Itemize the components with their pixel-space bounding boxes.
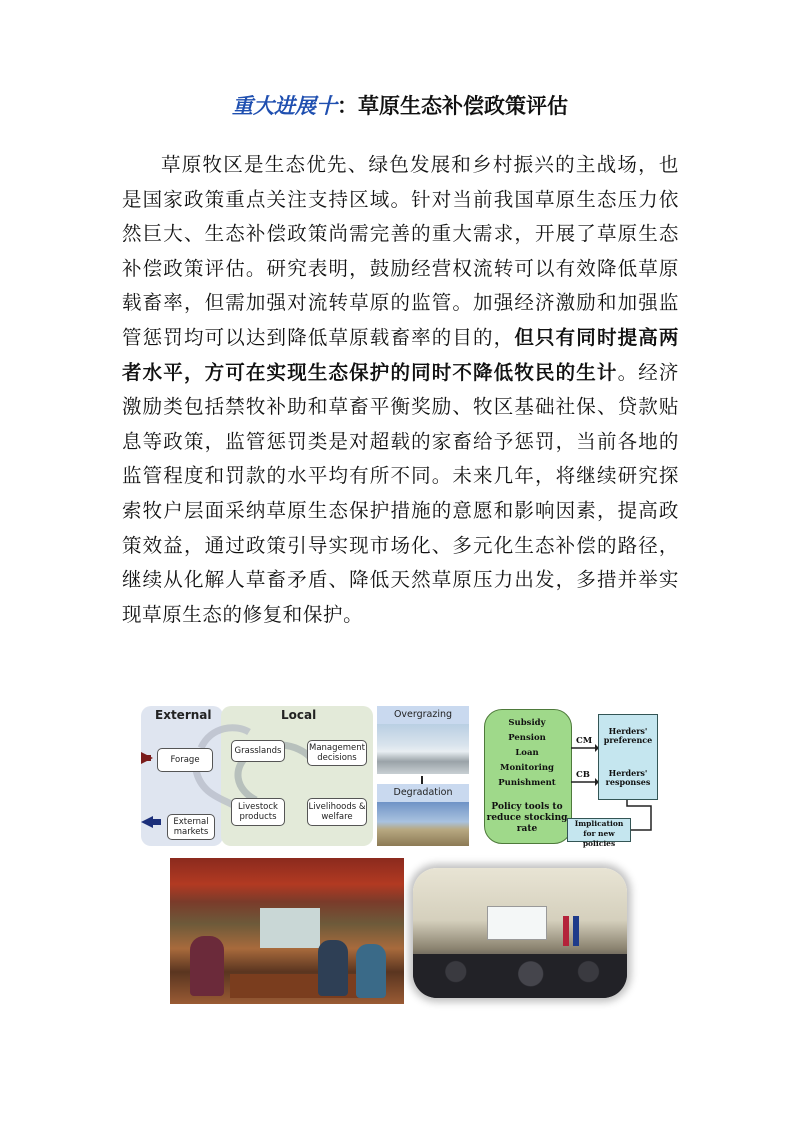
overgrazing-photo [377, 724, 469, 774]
policy-item: Monitoring [500, 763, 554, 773]
title-rest: ：草原生态补偿政策评估 [337, 94, 568, 118]
title-highlight: 重大进展十 [232, 94, 337, 118]
external-local-diagram [141, 706, 373, 846]
person [318, 940, 348, 996]
overgrazing-label: Overgrazing [377, 706, 469, 724]
main-paragraph [122, 148, 679, 632]
policy-item: Subsidy [508, 718, 546, 728]
degradation-label: Degradation [377, 784, 469, 802]
audience [413, 954, 627, 998]
paragraph-part1: 草原牧区是生态优先、绿色发展和乡村振兴的主战场，也是国家政策重点关注支持区域。针对当前我国草原生态压力依然巨大、生态补偿政策尚需完善的重大需求，开展了草原生态补偿政策评估。研究表明，鼓励经营权流转可以有效降低草原载畜率，但需加强对流转草原的监管。加强经济激励和加强监管惩罚均可以达到降低草原载畜率的目的， [122, 153, 679, 349]
local-title: Local [281, 708, 317, 722]
herders-preference: Herders' preference [603, 726, 653, 745]
forage-node: Forage [157, 748, 213, 772]
policy-item: Loan [515, 748, 539, 758]
policy-item: Punishment [498, 778, 556, 788]
external-title: External [155, 708, 212, 722]
livelihoods-node: Livelihoods & welfare [307, 798, 367, 826]
flag [563, 916, 569, 946]
paragraph-part2: 。经济激励类包括禁牧补助和草畜平衡奖励、牧区基础社保、贷款贴息等政策，监管惩罚类是对超载的家畜给予惩罚，当前各地的监管程度和罚款的水平均有所不同。未来几年，将继续研究探索牧户层面采纳草原生态保护措施的意愿和影响因素，提高政策效益，通过政策引导实现市场化、多元化生态补偿的路径，继续从化解人草畜矛盾、降低天然草原压力出发，多措并举实现草原生态的修复和保护。 [122, 360, 679, 626]
herder-interview-photo [170, 858, 404, 1004]
person [190, 936, 224, 996]
policy-main-label: Policy tools to reduce stocking rate [486, 802, 568, 834]
cm-label: CM [576, 736, 593, 746]
external-markets-node: External markets [167, 814, 215, 840]
page-title [0, 90, 800, 120]
window [260, 908, 320, 948]
management-node: Management decisions [307, 740, 367, 766]
grasslands-node: Grasslands [231, 740, 285, 762]
overgrazing-figure [377, 706, 469, 846]
projection-screen [487, 906, 547, 940]
person [356, 944, 386, 998]
herders-responses: Herders' responses [605, 768, 651, 787]
degradation-photo [377, 802, 469, 846]
policy-item: Pension [508, 733, 546, 743]
policy-tools-diagram [481, 706, 661, 846]
cb-label: CB [576, 770, 590, 780]
implication-box: Implication for new policies [567, 818, 631, 842]
flag [573, 916, 579, 946]
livestock-node: Livestock products [231, 798, 285, 826]
paragraph-bold: 但只有同时提高两者水平，方可在实现生态保护的同时不降低牧民的生计 [122, 325, 679, 384]
conference-photo [413, 868, 627, 998]
herders-box [598, 714, 658, 800]
